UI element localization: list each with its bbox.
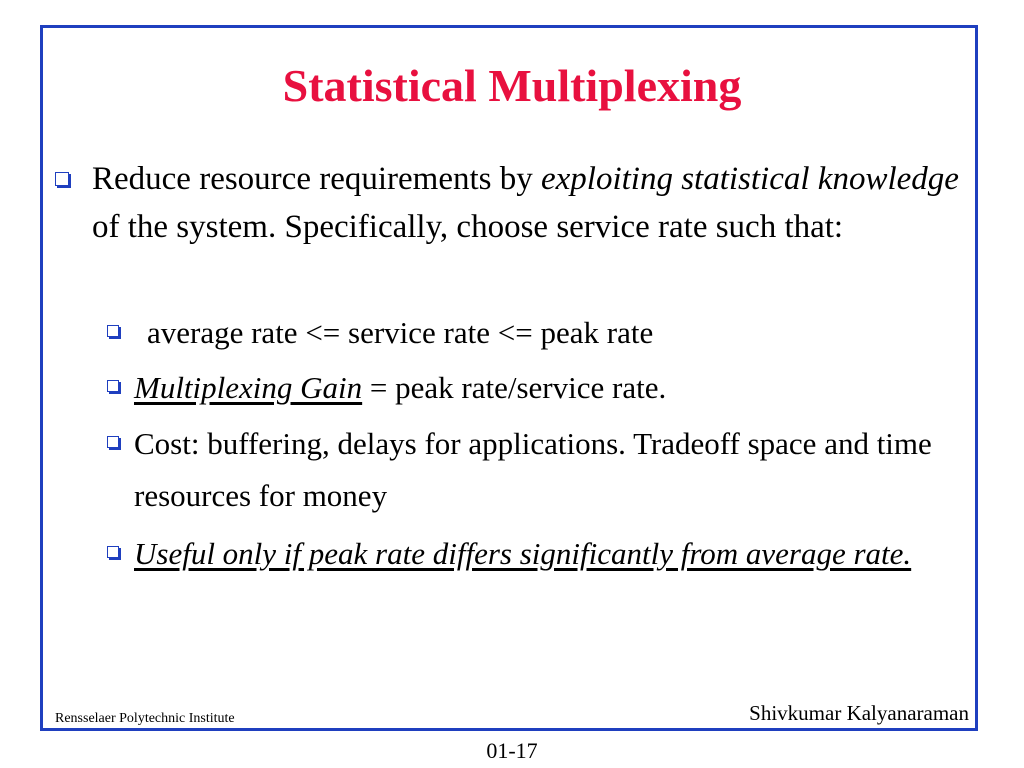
square-bullet-icon — [55, 172, 69, 186]
square-bullet-icon — [107, 380, 119, 392]
page-number: 01-17 — [486, 738, 538, 763]
sub-bullet-useful — [134, 528, 964, 580]
square-bullet-icon — [107, 325, 119, 337]
footer-author: Shivkumar Kalyanaraman — [749, 701, 969, 725]
sub-bullet-cost-text: Cost: buffering, delays for applications. Tradeoff space and time resources for money — [134, 426, 932, 513]
main-bullet-text-before: Reduce resource requirements by — [92, 161, 541, 197]
main-bullet-text-after: of the system. Specifically, choose service rate such that: — [92, 209, 844, 245]
slide-title: Statistical Multiplexing — [282, 60, 742, 111]
sub-bullet-rate-bounds-text: average rate <= service rate <= peak rate — [147, 315, 654, 350]
square-bullet-icon — [107, 546, 119, 558]
main-bullet — [92, 155, 972, 251]
sub-bullet-multiplexing-gain — [134, 362, 964, 414]
sub-bullet-cost — [134, 418, 964, 522]
sub-bullet-useful-text: Useful only if peak rate differs significantly from average rate. — [134, 536, 912, 571]
main-bullet-italic: exploiting statistical knowledge — [540, 161, 959, 197]
multiplexing-gain-term: Multiplexing Gain — [134, 370, 363, 405]
multiplexing-gain-definition: = peak rate/service rate. — [362, 370, 667, 405]
square-bullet-icon — [107, 436, 119, 448]
footer-institution: Rensselaer Polytechnic Institute — [55, 711, 235, 726]
sub-bullet-rate-bounds — [147, 307, 967, 359]
